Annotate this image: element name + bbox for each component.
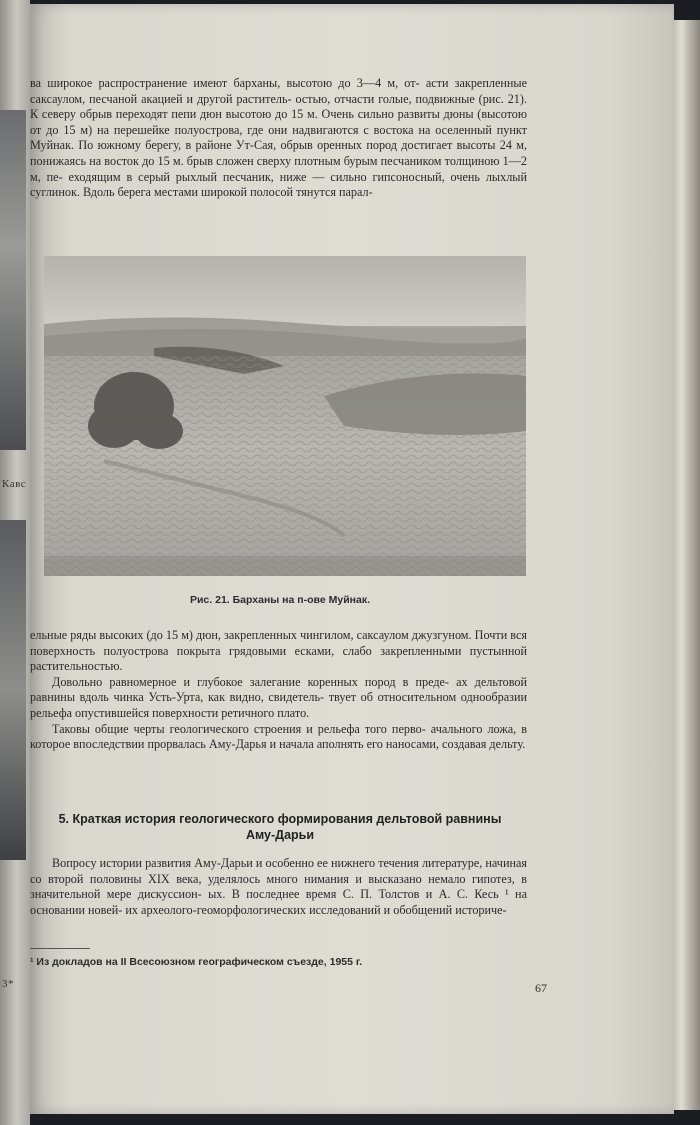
figure-caption: Рис. 21. Барханы на п-ове Муйнак. (189, 594, 371, 606)
page-number: 67 (535, 981, 547, 995)
section-paragraph-text: Вопросу истории развития Аму-Дарьи и особенно ее нижнего течения литературе, начиная со второй половины XIX века, уделялось много нимания и высказано немало гипотез, в значительной мере дискуссион- ых. В последнее время С. П. Толстов и А. С. Кесь ¹ на основании новей- их археолого-геоморфологических исследований и обобщений историче- (30, 856, 527, 917)
left-page-fragment: Кавс (2, 478, 27, 490)
paragraph-continuation: ельные ряды высоких (до 15 м) дюн, закрепленных чингилом, саксаулом джузгуном. Почти вся поверхность полуострова покрыта грядовыми есками, слабо закрепленными пустынной растительностью. (30, 628, 527, 674)
page-stack-edge (674, 20, 700, 1110)
footnote-rule (30, 948, 90, 949)
dune-landscape-illustration (44, 256, 526, 576)
section-heading (30, 811, 530, 843)
top-paragraph (30, 76, 527, 201)
figure-photo-dunes (44, 256, 526, 576)
section-heading-line-1: 5. Краткая история геологического формирования дельтовой равнины (58, 812, 502, 826)
left-page-photo-strip-lower (0, 520, 26, 860)
left-facing-page (0, 0, 30, 1125)
top-paragraph-text: ва широкое распространение имеют барханы, высотою до 3—4 м, от- асти закрепленные саксаулом, песчаной акацией и другой раститель- остью, отчасти голые, подвижные (рис. 21). К северу обрыв переходят пепи дюн высотою до 15 м. Очень сильно развиты дюны (высотою от до 15 м) на перешейке полуострова, где они надвигаются с востока на оселенный пункт Муйнак. По южному берегу, в районе Ут-Сая, обрыв оренных пород достигает высоты 24 м, понижаясь на восток до 15 м. брыв сложен сверху плотным бурым песчаником толщиною 1—2 м, пе- еходящим в серый рыхлый песчаник, ниже — сильно гипсоносный, очень лыхлый суглинок. Вдоль берега местами широкой полосой тянутся парал- (30, 76, 527, 200)
footnote: ¹ Из докладов на II Всесоюзном географическом съезде, 1955 г. (30, 956, 363, 968)
left-page-photo-strip (0, 110, 26, 450)
paragraph-summary: Таковы общие черты геологического строения и рельефа того перво- ачального ложа, в которое впоследствии прорвалась Аму-Дарья и начала аполнять его наносами, создавая дельту. (30, 721, 527, 752)
paragraphs-after-figure (30, 628, 527, 753)
section-heading-line-2: Аму-Дарьи (245, 828, 315, 842)
section-paragraph (30, 856, 527, 918)
left-page-fragment-lower: 3* (2, 978, 14, 990)
book-page (30, 4, 674, 1114)
paragraph-bedrock: Довольно равномерное и глубокое залегание коренных пород в преде- ах дельтовой равнины вдоль чинка Усть-Урта, как видно, свидетель- твует об относительном однообразии рельефа опустившейся поверхности ретичного плато. (30, 674, 527, 720)
